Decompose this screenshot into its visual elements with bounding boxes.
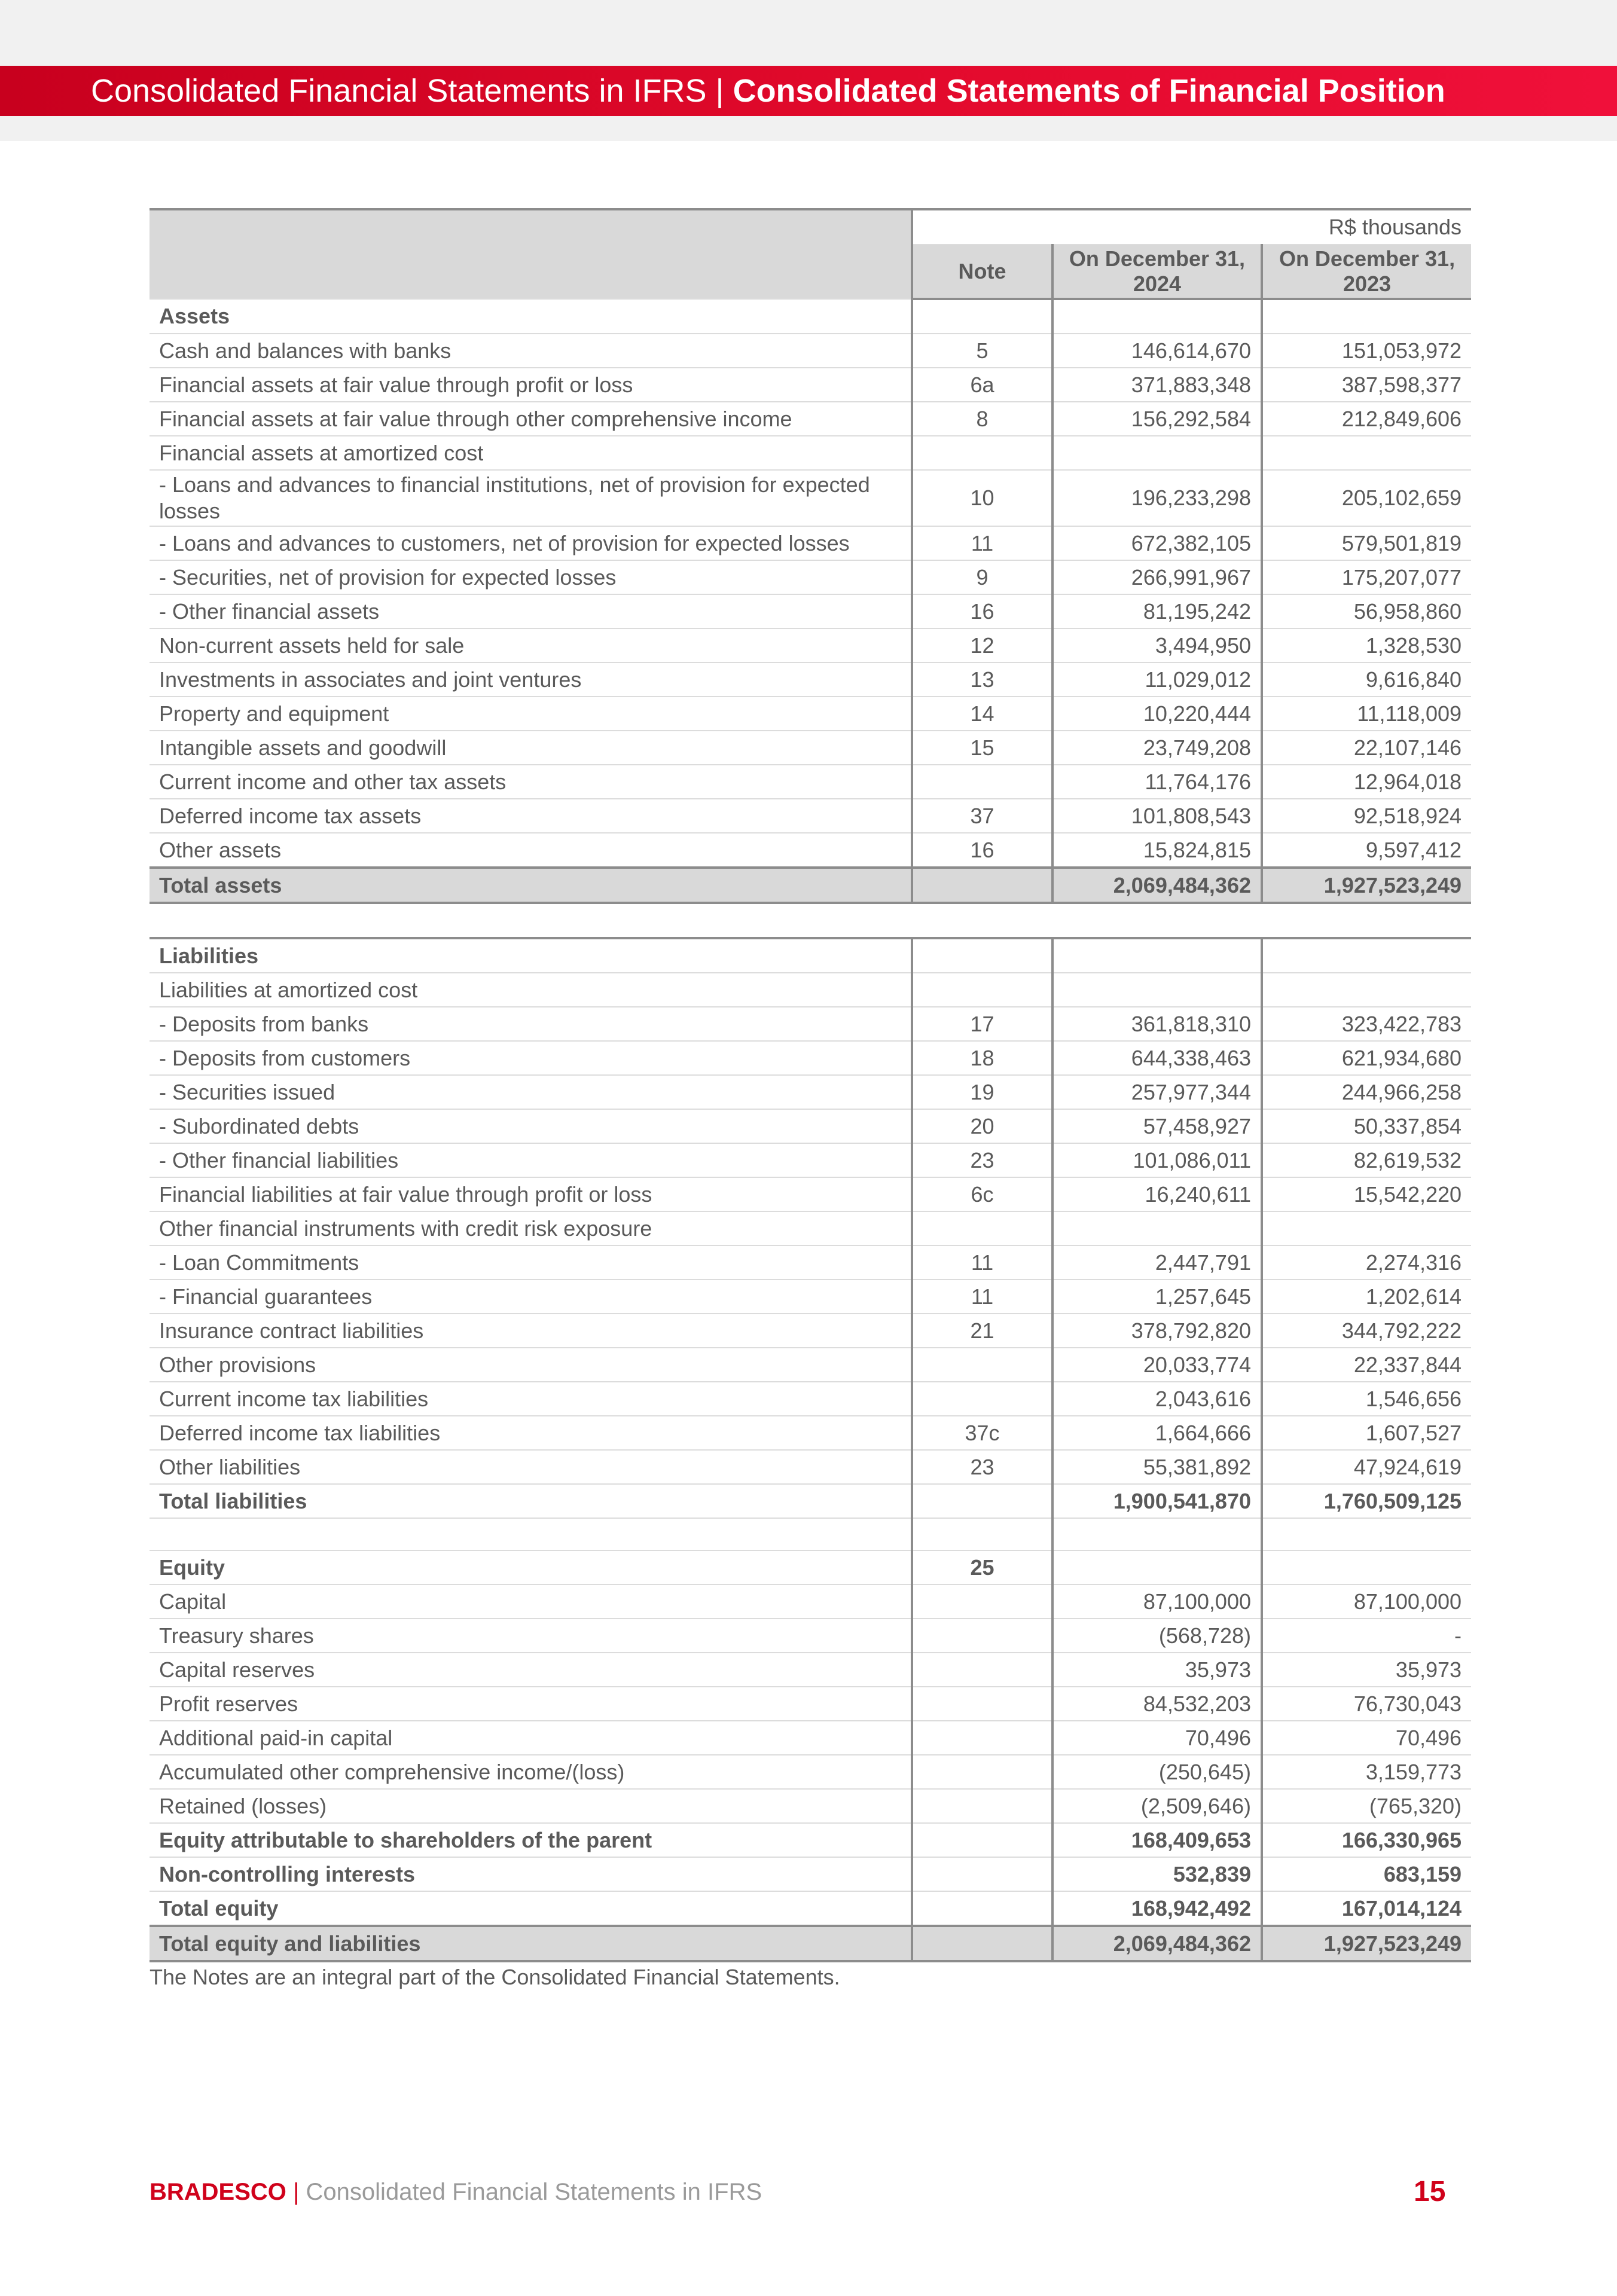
row-label: Liabilities at amortized cost xyxy=(150,973,912,1007)
non-controlling-row xyxy=(150,1857,1471,1891)
row-label: - Securities issued xyxy=(150,1075,912,1109)
row-label: Current income and other tax assets xyxy=(150,765,912,799)
row-label: Profit reserves xyxy=(150,1687,912,1721)
section-heading: Liabilities xyxy=(150,938,912,973)
table-row xyxy=(150,731,1471,765)
row-value-2023: 166,330,965 xyxy=(1262,1823,1471,1857)
row-note: 18 xyxy=(912,1041,1052,1075)
table-row xyxy=(150,368,1471,402)
table-row xyxy=(150,1653,1471,1687)
row-note xyxy=(912,1211,1052,1245)
row-value-2024: 84,532,203 xyxy=(1052,1687,1262,1721)
row-value-2024: 55,381,892 xyxy=(1052,1450,1262,1484)
table-row xyxy=(150,560,1471,594)
header-section: Consolidated Financial Statements in IFRS xyxy=(91,73,707,109)
row-value-2023: 1,328,530 xyxy=(1262,628,1471,662)
row-note: 11 xyxy=(912,526,1052,560)
row-label: Other liabilities xyxy=(150,1450,912,1484)
financial-position-table xyxy=(150,208,1471,1962)
row-value-2024: 672,382,105 xyxy=(1052,526,1262,560)
row-value-2023: 3,159,773 xyxy=(1262,1755,1471,1789)
row-value-2023: 1,760,509,125 xyxy=(1262,1484,1471,1518)
row-value-2023 xyxy=(1262,938,1471,973)
row-value-2023: 9,616,840 xyxy=(1262,662,1471,697)
row-value-2023 xyxy=(1262,436,1471,470)
row-note: 13 xyxy=(912,662,1052,697)
table-row xyxy=(150,628,1471,662)
total-equity-liabilities-row xyxy=(150,1926,1471,1961)
table-row xyxy=(150,1075,1471,1109)
table-row xyxy=(150,1143,1471,1177)
row-note xyxy=(912,1926,1052,1961)
row-note: 8 xyxy=(912,402,1052,436)
table-body xyxy=(150,209,1471,1961)
row-value-2024: 1,664,666 xyxy=(1052,1416,1262,1450)
row-value-2024: 361,818,310 xyxy=(1052,1007,1262,1041)
row-value-2024: 196,233,298 xyxy=(1052,470,1262,526)
table-row xyxy=(150,1416,1471,1450)
row-note xyxy=(912,1823,1052,1857)
row-note: 15 xyxy=(912,731,1052,765)
row-note: 17 xyxy=(912,1007,1052,1041)
row-value-2024 xyxy=(1052,1550,1262,1584)
total-assets-row xyxy=(150,868,1471,903)
total-equity-row xyxy=(150,1891,1471,1926)
row-value-2024: 156,292,584 xyxy=(1052,402,1262,436)
row-value-2023: 35,973 xyxy=(1262,1653,1471,1687)
row-value-2023: 92,518,924 xyxy=(1262,799,1471,833)
row-value-2024 xyxy=(1052,299,1262,334)
row-value-2023: 323,422,783 xyxy=(1262,1007,1471,1041)
blank-cell xyxy=(150,1518,912,1550)
row-value-2023: 1,927,523,249 xyxy=(1262,1926,1471,1961)
row-value-2023: 56,958,860 xyxy=(1262,594,1471,628)
row-label: Financial assets at amortized cost xyxy=(150,436,912,470)
table-row xyxy=(150,470,1471,526)
row-value-2024: 16,240,611 xyxy=(1052,1177,1262,1211)
row-value-2024 xyxy=(1052,938,1262,973)
row-value-2024: 57,458,927 xyxy=(1052,1109,1262,1143)
row-value-2024: 101,808,543 xyxy=(1052,799,1262,833)
row-value-2023: 87,100,000 xyxy=(1262,1584,1471,1619)
row-note: 37 xyxy=(912,799,1052,833)
row-value-2023 xyxy=(1262,1550,1471,1584)
total-liabilities-row xyxy=(150,1484,1471,1518)
table-row xyxy=(150,1382,1471,1416)
row-value-2024: 378,792,820 xyxy=(1052,1314,1262,1348)
row-value-2024: 10,220,444 xyxy=(1052,697,1262,731)
row-value-2024: 257,977,344 xyxy=(1052,1075,1262,1109)
row-note: 23 xyxy=(912,1450,1052,1484)
row-value-2023: 1,546,656 xyxy=(1262,1382,1471,1416)
row-label: - Loans and advances to customers, net of provision for expected losses xyxy=(150,526,912,560)
row-value-2024: 266,991,967 xyxy=(1052,560,1262,594)
row-value-2024: (568,728) xyxy=(1052,1619,1262,1653)
row-value-2024: 371,883,348 xyxy=(1052,368,1262,402)
row-value-2023: 579,501,819 xyxy=(1262,526,1471,560)
row-value-2024: 101,086,011 xyxy=(1052,1143,1262,1177)
row-label: Treasury shares xyxy=(150,1619,912,1653)
row-label: - Other financial liabilities xyxy=(150,1143,912,1177)
row-value-2023: 22,337,844 xyxy=(1262,1348,1471,1382)
table-row xyxy=(150,1721,1471,1755)
header-title xyxy=(91,66,1445,116)
row-label: - Subordinated debts xyxy=(150,1109,912,1143)
table-row xyxy=(150,973,1471,1007)
table-row xyxy=(150,662,1471,697)
row-label: Retained (losses) xyxy=(150,1789,912,1823)
row-value-2023: 1,927,523,249 xyxy=(1262,868,1471,903)
row-value-2023: 82,619,532 xyxy=(1262,1143,1471,1177)
row-note: 25 xyxy=(912,1550,1052,1584)
row-note: 10 xyxy=(912,470,1052,526)
row-value-2023: 76,730,043 xyxy=(1262,1687,1471,1721)
row-value-2024: 11,029,012 xyxy=(1052,662,1262,697)
row-note xyxy=(912,1484,1052,1518)
row-value-2024: 168,942,492 xyxy=(1052,1891,1262,1926)
table-row xyxy=(150,765,1471,799)
table-row xyxy=(150,697,1471,731)
row-note xyxy=(912,1348,1052,1382)
row-value-2024: (250,645) xyxy=(1052,1755,1262,1789)
row-note: 19 xyxy=(912,1075,1052,1109)
row-value-2023: 47,924,619 xyxy=(1262,1450,1471,1484)
column-header-note: Note xyxy=(912,245,1052,299)
column-header-2024: On December 31, 2024 xyxy=(1052,245,1262,299)
table-row xyxy=(150,1041,1471,1075)
row-value-2024: 70,496 xyxy=(1052,1721,1262,1755)
equity-parent-row xyxy=(150,1823,1471,1857)
column-header-2023: On December 31, 2023 xyxy=(1262,245,1471,299)
header-page-title: Consolidated Statements of Financial Position xyxy=(733,73,1445,109)
section-gap xyxy=(150,903,1471,938)
row-label: - Securities, net of provision for expected losses xyxy=(150,560,912,594)
row-value-2023: 15,542,220 xyxy=(1262,1177,1471,1211)
row-value-2023: 151,053,972 xyxy=(1262,334,1471,368)
row-value-2024: 2,069,484,362 xyxy=(1052,868,1262,903)
row-label: Cash and balances with banks xyxy=(150,334,912,368)
row-note: 9 xyxy=(912,560,1052,594)
row-value-2023: 212,849,606 xyxy=(1262,402,1471,436)
table-header-units-row xyxy=(150,209,1471,245)
row-label: Other financial instruments with credit risk exposure xyxy=(150,1211,912,1245)
table-row xyxy=(150,334,1471,368)
row-note xyxy=(912,868,1052,903)
row-label: Other provisions xyxy=(150,1348,912,1382)
row-label: Financial assets at fair value through other comprehensive income xyxy=(150,402,912,436)
footer xyxy=(150,2179,762,2206)
table-row xyxy=(150,1211,1471,1245)
row-value-2023 xyxy=(1262,299,1471,334)
row-note xyxy=(912,1619,1052,1653)
row-label: Non-controlling interests xyxy=(150,1857,912,1891)
row-note: 16 xyxy=(912,594,1052,628)
blank-cell xyxy=(912,1518,1052,1550)
row-label: Insurance contract liabilities xyxy=(150,1314,912,1348)
row-value-2024: 23,749,208 xyxy=(1052,731,1262,765)
row-value-2023: 167,014,124 xyxy=(1262,1891,1471,1926)
row-value-2024: 1,257,645 xyxy=(1052,1280,1262,1314)
blank-cell xyxy=(1052,1518,1262,1550)
row-value-2024: 11,764,176 xyxy=(1052,765,1262,799)
blank-row xyxy=(150,1518,1471,1550)
row-note: 11 xyxy=(912,1280,1052,1314)
table-row xyxy=(150,1348,1471,1382)
row-value-2023: 175,207,077 xyxy=(1262,560,1471,594)
table-row xyxy=(150,1280,1471,1314)
row-label: Total equity and liabilities xyxy=(150,1926,912,1961)
row-value-2024 xyxy=(1052,1211,1262,1245)
page-number: 15 xyxy=(1414,2176,1446,2208)
row-value-2023 xyxy=(1262,973,1471,1007)
row-label: Total liabilities xyxy=(150,1484,912,1518)
row-note xyxy=(912,938,1052,973)
row-value-2024: (2,509,646) xyxy=(1052,1789,1262,1823)
row-label: Intangible assets and goodwill xyxy=(150,731,912,765)
row-value-2024: 1,900,541,870 xyxy=(1052,1484,1262,1518)
row-label: Deferred income tax liabilities xyxy=(150,1416,912,1450)
row-label: Capital reserves xyxy=(150,1653,912,1687)
liabilities-heading-row xyxy=(150,938,1471,973)
row-value-2023: 1,202,614 xyxy=(1262,1280,1471,1314)
table-row xyxy=(150,799,1471,833)
row-value-2024: 644,338,463 xyxy=(1052,1041,1262,1075)
row-label: - Loans and advances to financial institutions, net of provision for expected losses xyxy=(150,470,912,526)
row-label: Financial liabilities at fair value through profit or loss xyxy=(150,1177,912,1211)
row-label: Total assets xyxy=(150,868,912,903)
row-value-2024: 532,839 xyxy=(1052,1857,1262,1891)
row-value-2023: 11,118,009 xyxy=(1262,697,1471,731)
table-row xyxy=(150,1619,1471,1653)
row-label: Property and equipment xyxy=(150,697,912,731)
row-value-2023: 70,496 xyxy=(1262,1721,1471,1755)
row-note xyxy=(912,1857,1052,1891)
row-value-2024: 35,973 xyxy=(1052,1653,1262,1687)
footer-text: Consolidated Financial Statements in IFRS xyxy=(306,2179,762,2205)
assets-heading-row xyxy=(150,299,1471,334)
row-label: - Loan Commitments xyxy=(150,1245,912,1280)
table-row xyxy=(150,1450,1471,1484)
table-row xyxy=(150,436,1471,470)
row-note: 12 xyxy=(912,628,1052,662)
row-note xyxy=(912,299,1052,334)
row-note xyxy=(912,973,1052,1007)
section-heading: Assets xyxy=(150,299,912,334)
row-note: 6c xyxy=(912,1177,1052,1211)
row-label: - Deposits from customers xyxy=(150,1041,912,1075)
row-label: Additional paid-in capital xyxy=(150,1721,912,1755)
footer-separator: | xyxy=(293,2179,300,2205)
row-note xyxy=(912,1891,1052,1926)
row-value-2024: 2,043,616 xyxy=(1052,1382,1262,1416)
row-value-2023: 344,792,222 xyxy=(1262,1314,1471,1348)
row-label: Other assets xyxy=(150,833,912,868)
row-value-2024: 81,195,242 xyxy=(1052,594,1262,628)
units-label: R$ thousands xyxy=(912,209,1471,245)
row-value-2023: 387,598,377 xyxy=(1262,368,1471,402)
row-note xyxy=(912,1382,1052,1416)
blank-cell xyxy=(1262,1518,1471,1550)
row-value-2023: 2,274,316 xyxy=(1262,1245,1471,1280)
row-label: - Deposits from banks xyxy=(150,1007,912,1041)
row-value-2024: 20,033,774 xyxy=(1052,1348,1262,1382)
table-row xyxy=(150,526,1471,560)
row-value-2024: 2,447,791 xyxy=(1052,1245,1262,1280)
table-row xyxy=(150,1007,1471,1041)
row-label: Financial assets at fair value through profit or loss xyxy=(150,368,912,402)
row-value-2024: 87,100,000 xyxy=(1052,1584,1262,1619)
row-note: 20 xyxy=(912,1109,1052,1143)
row-value-2024 xyxy=(1052,436,1262,470)
table-row xyxy=(150,1584,1471,1619)
header-corner-cell xyxy=(150,209,912,299)
row-value-2024: 146,614,670 xyxy=(1052,334,1262,368)
footnote: The Notes are an integral part of the Consolidated Financial Statements. xyxy=(150,1965,840,1989)
row-value-2024: 2,069,484,362 xyxy=(1052,1926,1262,1961)
table-row xyxy=(150,1109,1471,1143)
table-row xyxy=(150,1789,1471,1823)
row-value-2023: 12,964,018 xyxy=(1262,765,1471,799)
row-label: - Other financial assets xyxy=(150,594,912,628)
table-row xyxy=(150,594,1471,628)
row-label: Equity attributable to shareholders of the parent xyxy=(150,1823,912,1857)
row-label: Capital xyxy=(150,1584,912,1619)
row-label: Current income tax liabilities xyxy=(150,1382,912,1416)
table-row xyxy=(150,1177,1471,1211)
table-row xyxy=(150,1755,1471,1789)
row-value-2023 xyxy=(1262,1211,1471,1245)
row-note: 37c xyxy=(912,1416,1052,1450)
row-note xyxy=(912,1653,1052,1687)
row-value-2024: 3,494,950 xyxy=(1052,628,1262,662)
row-value-2023: 22,107,146 xyxy=(1262,731,1471,765)
row-note xyxy=(912,765,1052,799)
table-row xyxy=(150,1314,1471,1348)
row-note xyxy=(912,1789,1052,1823)
section-heading: Equity xyxy=(150,1550,912,1584)
row-note: 21 xyxy=(912,1314,1052,1348)
row-value-2024 xyxy=(1052,973,1262,1007)
row-value-2023: 1,607,527 xyxy=(1262,1416,1471,1450)
row-value-2023: 683,159 xyxy=(1262,1857,1471,1891)
row-note xyxy=(912,436,1052,470)
row-note: 6a xyxy=(912,368,1052,402)
row-note xyxy=(912,1755,1052,1789)
row-note: 23 xyxy=(912,1143,1052,1177)
table-row xyxy=(150,1245,1471,1280)
row-note xyxy=(912,1687,1052,1721)
row-label: Total equity xyxy=(150,1891,912,1926)
gap-cell xyxy=(150,903,1471,938)
header-separator: | xyxy=(715,73,724,109)
row-value-2023: 50,337,854 xyxy=(1262,1109,1471,1143)
header-bar xyxy=(0,66,1617,116)
row-note: 16 xyxy=(912,833,1052,868)
row-note xyxy=(912,1584,1052,1619)
row-value-2023: 621,934,680 xyxy=(1262,1041,1471,1075)
row-value-2024: 168,409,653 xyxy=(1052,1823,1262,1857)
equity-heading-row xyxy=(150,1550,1471,1584)
row-label: Deferred income tax assets xyxy=(150,799,912,833)
row-value-2023: 244,966,258 xyxy=(1262,1075,1471,1109)
row-label: Accumulated other comprehensive income/(loss) xyxy=(150,1755,912,1789)
table-row xyxy=(150,402,1471,436)
table-row xyxy=(150,1687,1471,1721)
row-value-2023: 205,102,659 xyxy=(1262,470,1471,526)
footer-brand: BRADESCO xyxy=(150,2179,286,2205)
row-label: Investments in associates and joint ventures xyxy=(150,662,912,697)
row-note: 5 xyxy=(912,334,1052,368)
row-label: - Financial guarantees xyxy=(150,1280,912,1314)
row-label: Non-current assets held for sale xyxy=(150,628,912,662)
row-note: 14 xyxy=(912,697,1052,731)
row-value-2023: (765,320) xyxy=(1262,1789,1471,1823)
row-value-2023: 9,597,412 xyxy=(1262,833,1471,868)
table-row xyxy=(150,833,1471,868)
row-value-2023: - xyxy=(1262,1619,1471,1653)
row-note: 11 xyxy=(912,1245,1052,1280)
row-value-2024: 15,824,815 xyxy=(1052,833,1262,868)
row-note xyxy=(912,1721,1052,1755)
